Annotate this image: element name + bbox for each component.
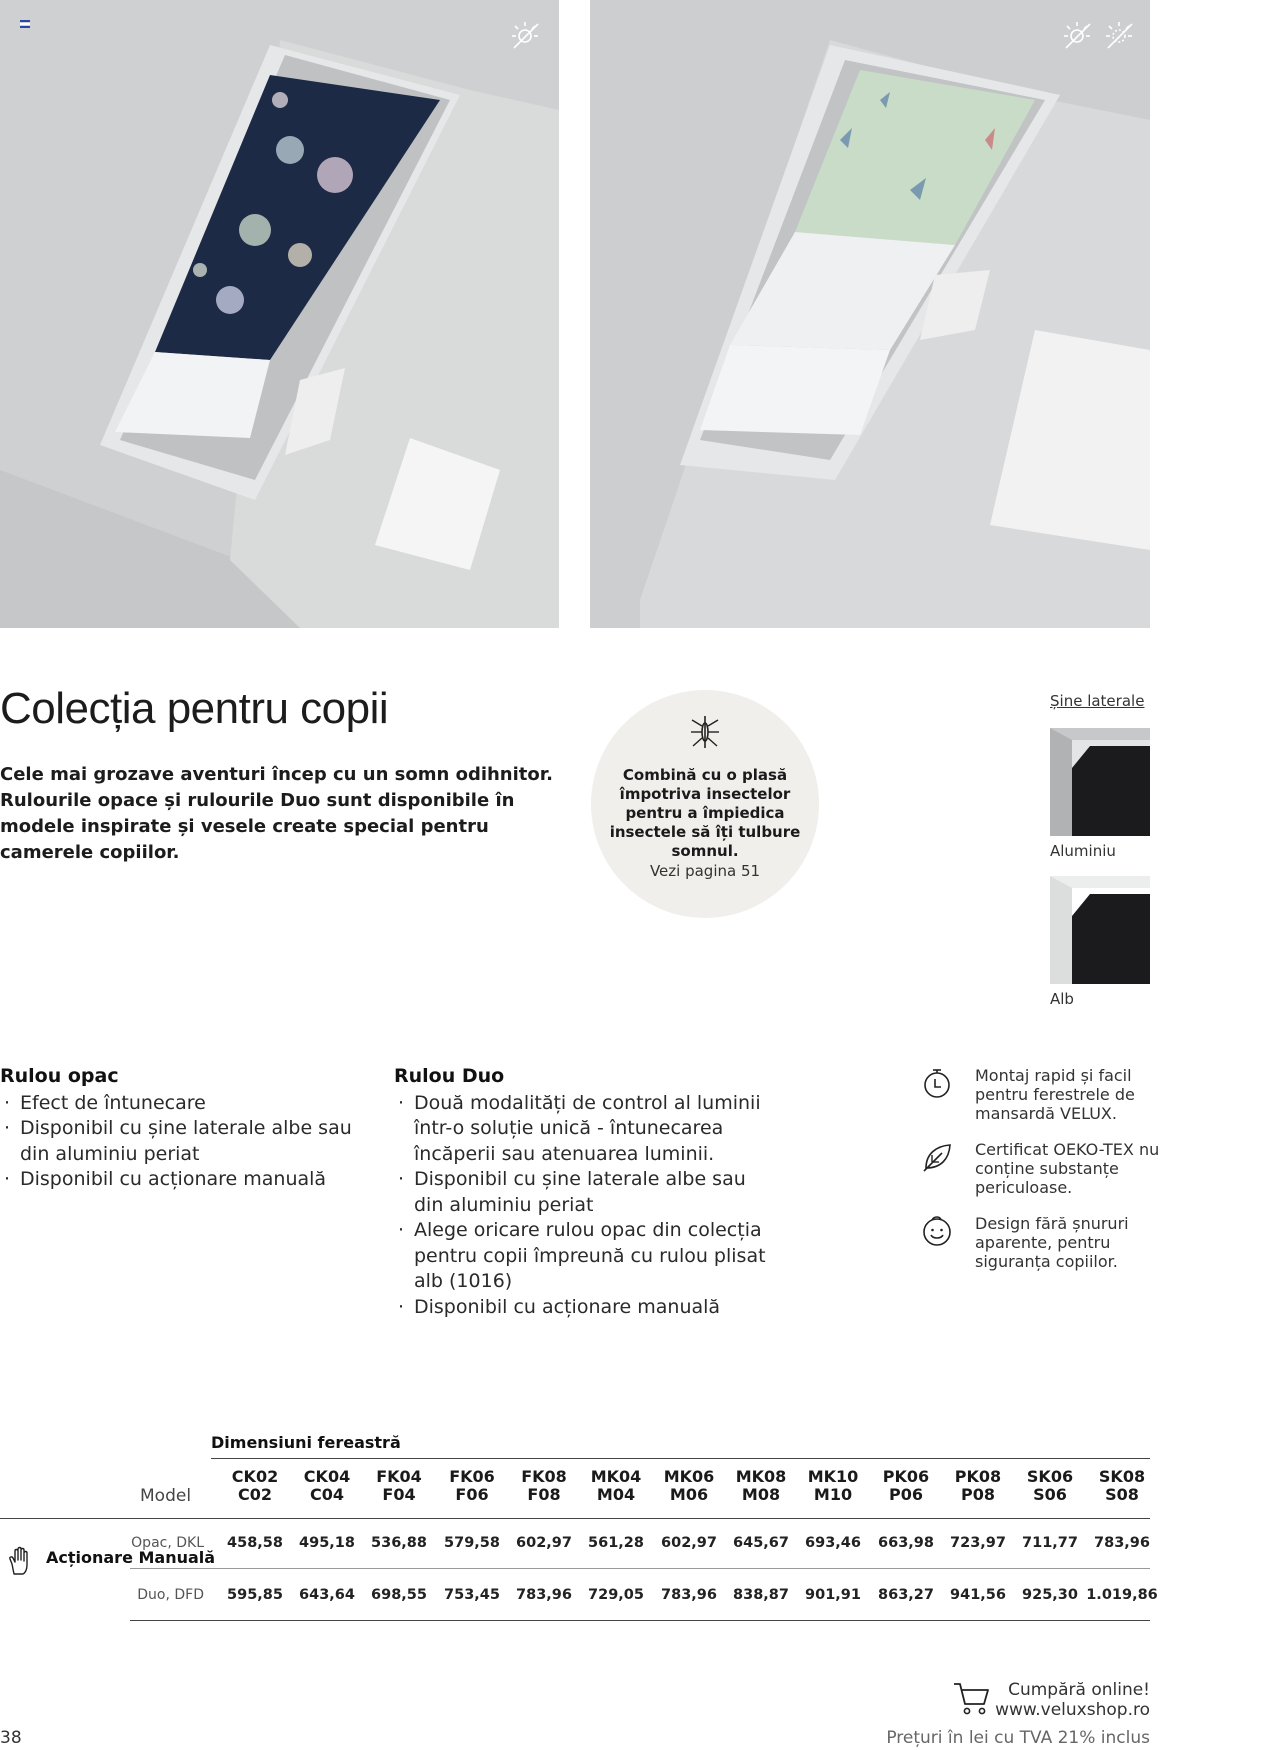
column-header: SK08 S08 [1098,1467,1146,1504]
list-item: · Disponibil cu acționare manuală [0,1167,360,1193]
price-cell: 711,77 [1022,1535,1078,1551]
column-header: FK08 F08 [521,1467,567,1504]
hand-icon [6,1546,34,1576]
column-header: PK08 P08 [954,1467,1002,1504]
column-header: MK04 M04 [590,1467,642,1504]
list-item: · Efect de întunecare [0,1091,360,1117]
actuation-label: Acționare Manuală [46,1548,216,1567]
price-cell: 925,30 [1022,1587,1078,1603]
price-cell: 495,18 [299,1535,355,1551]
price-cell: 838,87 [733,1587,789,1603]
table-rule [130,1568,1150,1569]
photo-scene [590,0,1150,628]
shop-cta[interactable]: Cumpără online! [1008,1680,1150,1700]
light-reduce-icon [1060,18,1094,52]
photo-blackout-blind [0,0,559,628]
price-cell: 698,55 [371,1587,427,1603]
feature-text: Design fără șnururi aparente, pentru siguranța copiilor. [975,1214,1129,1271]
price-cell: 753,45 [444,1587,500,1603]
price-cell: 595,85 [227,1587,283,1603]
feature-text: Certificat OEKO-TEX nu conține substanțe periculoase. [975,1140,1160,1197]
list-item: · Două modalități de control al luminii într-o soluție unică - întunecarea încăperii sau atenuarea luminii. [394,1091,774,1168]
column-header: MK06 M06 [663,1467,715,1504]
page-title: Colecția pentru copii [0,684,389,733]
product-bullets [394,1091,774,1321]
mosquito-icon [689,714,721,750]
insect-net-link[interactable]: Vezi pagina 51 [649,862,761,880]
price-cell: 729,05 [588,1587,644,1603]
feature-text: Montaj rapid și facil pentru ferestrele de mansardă VELUX. [975,1066,1135,1123]
price-cell: 783,96 [1094,1535,1150,1551]
price-cell: 863,27 [878,1587,934,1603]
smiley-icon [920,1214,954,1248]
insect-net-text: Combină cu o plasă împotriva insectelor pentru a împiedica insectele să îți tulbure somnul. [609,766,801,860]
column-header: PK06 P06 [882,1467,930,1504]
list-item: · Alege oricare rulou opac din colecția pentru copii împreună cu rulou plisat alb (1016) [394,1218,774,1295]
list-item: · Disponibil cu șine laterale albe sau din aluminiu periat [0,1116,360,1167]
column-header: MK08 M08 [735,1467,787,1504]
table-rule [211,1458,1150,1459]
price-cell: 783,96 [661,1587,717,1603]
price-cell: 602,97 [661,1535,717,1551]
page-number: 38 [0,1728,22,1748]
price-cell: 1.019,86 [1086,1587,1158,1603]
product-blackout [0,1064,360,1193]
insect-net-tip [591,690,819,918]
column-header: FK04 F04 [376,1467,422,1504]
price-cell: 602,97 [516,1535,572,1551]
table-rule [130,1620,1150,1621]
shop-online[interactable] [980,1680,1150,1720]
shop-url[interactable]: www.veluxshop.ro [995,1700,1150,1720]
price-cell: 723,97 [950,1535,1006,1551]
leaf-icon [920,1140,954,1174]
rail-swatch-aluminium [1050,728,1150,836]
price-cell: 579,58 [444,1535,500,1551]
rail-swatch-white [1050,876,1150,984]
price-cell: 536,88 [371,1535,427,1551]
price-cell: 693,46 [805,1535,861,1551]
intro-text: Cele mai grozave aventuri încep cu un somn odihnitor. Rulourile opace și rulourile Duo sunt disponibile în modele inspirate și vesele create special pentru camerele copiilor. [0,764,553,863]
list-item: · Disponibil cu șine laterale albe sau din aluminiu periat [394,1167,774,1218]
column-header: FK06 F06 [449,1467,495,1504]
product-title: Rulou Duo [394,1065,505,1087]
table-caption: Dimensiuni fereastră [211,1433,401,1452]
rail-swatch-image [1050,876,1150,984]
product-title: Rulou opac [0,1065,119,1087]
row-label-blackout: Opac, DKL [131,1535,204,1551]
product-duo [394,1064,774,1320]
price-cell: 561,28 [588,1535,644,1551]
column-header: CK04 C04 [303,1467,351,1504]
table-rule [0,1518,1150,1519]
flag-icon [20,20,30,28]
price-cell: 941,56 [950,1587,1006,1603]
prices-note: Prețuri în lei cu TVA 21% inclus [886,1728,1150,1748]
list-item: · Disponibil cu acționare manuală [394,1295,774,1321]
row-label-duo: Duo, DFD [137,1587,204,1603]
price-cell: 783,96 [516,1587,572,1603]
photo-duo-blind [590,0,1150,628]
product-bullets [0,1091,360,1193]
photo-scene [0,0,559,628]
rail-label-white: Alb [1050,990,1074,1008]
rail-label-aluminium: Aluminiu [1050,842,1116,860]
rails-title: Șine laterale [1050,692,1145,710]
column-header: SK06 S06 [1026,1467,1074,1504]
price-cell: 645,67 [733,1535,789,1551]
price-cell: 643,64 [299,1587,355,1603]
price-cell: 901,91 [805,1587,861,1603]
rail-swatch-image [1050,728,1150,836]
light-filter-icon [1102,18,1136,52]
light-reduce-icon [508,18,542,52]
model-label: Model [140,1486,192,1506]
column-header: CK02 C02 [231,1467,279,1504]
price-cell: 663,98 [878,1535,934,1551]
price-cell: 458,58 [227,1535,283,1551]
timer-icon [920,1066,954,1100]
column-header: MK10 M10 [807,1467,859,1504]
